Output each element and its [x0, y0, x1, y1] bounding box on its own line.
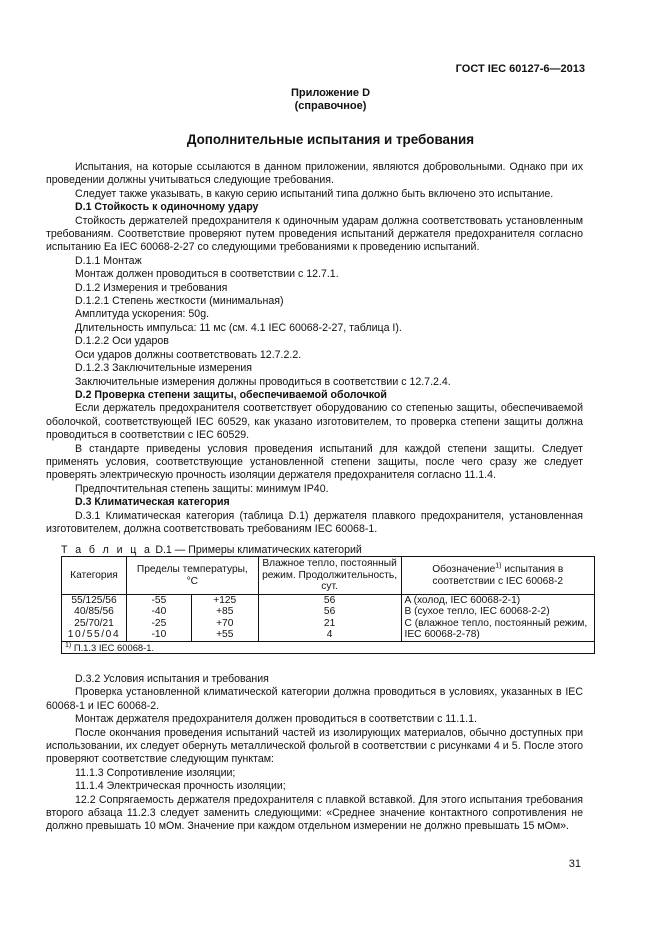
- list-item: 11.1.4 Электрическая прочность изоляции;: [75, 780, 286, 793]
- table-header-row: [62, 557, 595, 595]
- table-footnote-row: [62, 641, 595, 653]
- subheading: D.1.2 Измерения и требования: [75, 281, 228, 294]
- tmin-cell: -55 -40 -25 -10: [126, 595, 191, 642]
- standard-header: ГОСТ IEC 60127-6—2013: [455, 63, 585, 75]
- body-text-continued: [46, 673, 583, 834]
- paragraph: Предпочтительная степень защиты: минимум IP40.: [75, 482, 329, 495]
- subheading: D.3.2 Условия испытания и требования: [75, 673, 269, 685]
- paragraph: Оси ударов должны соответствовать 12.7.2.2.: [75, 348, 302, 361]
- paragraph: Стойкость держателей предохранителя к одиночным ударам должна соответствовать установленным требованиям. Соответствие проверяют путем проведения испытаний держателя предохранителя согласно испытанию Ea IEC 60068-2-27 со следующими требованиями к проведению испытаний.: [46, 214, 583, 254]
- subheading: D.1.2.3 Заключительные измерения: [75, 362, 252, 375]
- table-data-row: [62, 595, 595, 642]
- designation-cell: A (холод, IEC 60068-2-1) B (сухое тепло, IEC 60068-2-2) C (влажное тепло, постоянный режим, IEC 60068-2-78): [401, 595, 595, 642]
- heading: D.2 Проверка степени защиты, обеспечиваемой оболочкой: [75, 388, 387, 401]
- heading: D.1 Стойкость к одиночному удару: [75, 201, 259, 214]
- list-item: 11.1.3 Сопротивление изоляции;: [75, 766, 236, 779]
- body-text: [46, 161, 583, 536]
- subheading: D.1.1 Монтаж: [75, 254, 142, 267]
- paragraph: Амплитуда ускорения: 50g.: [75, 308, 210, 321]
- page-number: 31: [568, 858, 581, 870]
- subheading: D.1.2.1 Степень жесткости (минимальная): [75, 295, 284, 308]
- days-cell: 56 56 21 4: [258, 595, 401, 642]
- table-caption-prefix: Т а б л и ц а: [61, 544, 153, 556]
- category-cell: 55/125/56 40/85/56 25/70/21 10/55/04: [62, 595, 127, 642]
- paragraph: После окончания проведения испытаний частей из изолирующих материалов, обычно доступных при использовании, их следует обернуть металлической фольгой в соответствии с рисунками 4 и 5. После этого проверяют соответствие следующим пунктам:: [46, 726, 583, 766]
- subheading: D.1.2.2 Оси ударов: [75, 335, 169, 348]
- heading: D.3 Климатическая категория: [75, 496, 230, 509]
- paragraph: Если держатель предохранителя соответствует оборудованию со степенью защиты, обеспечиваемой оболочкой, соответствующей IEC 60529, как указано изготовителем, то проверка степени защиты должна проводиться в соответствии с IEC 60529.: [46, 402, 583, 442]
- table-footnote: $^{1)}$ П.1.3 IEC 60068-1.: [62, 641, 595, 653]
- paragraph: 12.2 Сопрягаемость держателя предохранителя с плавкой вставкой. Для этого испытания требования второго абзаца 11.2.3 следует заменить следующими: «Среднее значение контактного сопротивления не должно превышать 10 мОм. Значение при каждом отдельном измерении не должно превышать 15 мОм».: [46, 793, 583, 833]
- climate-category-table: [61, 556, 595, 654]
- appendix-title: Приложение D: [290, 87, 371, 99]
- paragraph: Длительность импульса: 11 мс (см. 4.1 IEC 60068-2-27, таблица I).: [75, 321, 402, 334]
- paragraph: Монтаж должен проводиться в соответствии с 12.7.1.: [75, 268, 339, 281]
- paragraph: Проверка установленной климатической категории должна проводиться в условиях, указанных в IEC 60068-1 и IEC 60068-2.: [46, 686, 583, 712]
- header-designation: Обозначение$^{1)}$ испытания в соответствии с IEC 60068-2: [401, 557, 595, 595]
- paragraph: Заключительные измерения должны проводиться в соответствии с 12.7.2.4.: [75, 375, 451, 388]
- header-temperature: Пределы температуры, °C: [126, 557, 258, 595]
- paragraph: Испытания, на которые ссылаются в данном приложении, являются добровольными. Однако при их проведении должны учитываться следующие требования.: [46, 161, 583, 187]
- tmax-cell: +125 +85 +70 +55: [191, 595, 258, 642]
- header-category: Категория: [62, 557, 127, 595]
- paragraph: Монтаж держателя предохранителя должен проводиться в соответствии с 11.1.1.: [75, 713, 477, 726]
- table-caption-text: D.1 — Примеры климатических категорий: [155, 544, 362, 556]
- paragraph: Следует также указывать, в какую серию испытаний типа должно быть включено это испытание.: [75, 187, 554, 200]
- header-damp-heat: Влажное тепло, постоянный режим. Продолжительность, сут.: [258, 557, 401, 595]
- appendix-subtitle: (справочное): [294, 100, 367, 112]
- section-title: Дополнительные испытания и требования: [186, 132, 475, 147]
- paragraph: В стандарте приведены условия проведения испытаний для каждой степени защиты. Следует применять условия, соответствующие установленной степени защиты, после чего сразу же следует проверять электрическую прочность изоляции держателя предохранителя согласно 11.1.4.: [46, 442, 583, 482]
- paragraph: D.3.1 Климатическая категория (таблица D.1) держателя плавкого предохранителя, установленная изготовителем, должна соответствовать требованиям IEC 60068-1.: [46, 509, 583, 535]
